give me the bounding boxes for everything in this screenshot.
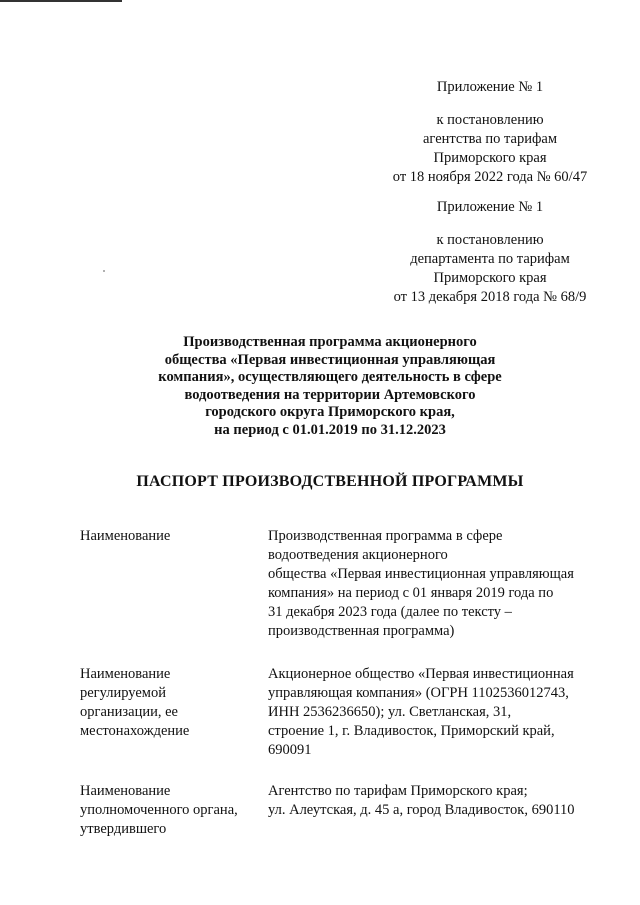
appendix-line: от 13 декабря 2018 года № 68/9 xyxy=(393,289,587,305)
row-value xyxy=(268,782,608,820)
scan-speck xyxy=(103,270,105,272)
value-line: 690091 xyxy=(268,742,312,758)
scan-edge-mark xyxy=(0,0,122,2)
value-line: ул. Алеутская, д. 45 а, город Владивосток, 690110 xyxy=(268,802,575,818)
row-label xyxy=(80,665,260,741)
label-line: уполномоченного органа, xyxy=(80,802,238,818)
value-line: производственная программа) xyxy=(268,623,455,639)
appendix-title: Приложение № 1 xyxy=(436,79,544,95)
document-title-line: водоотведения на территории Артемовского xyxy=(184,386,476,403)
label-line: Наименование xyxy=(80,528,171,544)
value-line: Акционерное общество «Первая инвестиционная xyxy=(268,666,574,682)
value-line: строение 1, г. Владивосток, Приморский край, xyxy=(268,723,555,739)
document-title-line: компания», осуществляющего деятельность в сфере xyxy=(158,369,502,385)
appendix-line: агентства по тарифам xyxy=(423,131,557,147)
value-line: 31 декабря 2023 года (далее по тексту – xyxy=(268,604,512,620)
appendix-title: Приложение № 1 xyxy=(436,199,544,215)
appendix-current xyxy=(375,78,605,187)
document-title xyxy=(110,334,550,439)
value-line: ИНН 2536236650); ул. Светланская, 31, xyxy=(268,704,512,720)
row-label xyxy=(80,527,260,546)
appendix-previous xyxy=(375,198,605,307)
appendix-line: департамента по тарифам xyxy=(410,251,570,267)
passport-heading: ПАСПОРТ ПРОИЗВОДСТВЕННОЙ ПРОГРАММЫ xyxy=(136,473,524,490)
label-line: регулируемой xyxy=(80,685,166,701)
label-line: Наименование xyxy=(80,666,171,682)
document-title-line: на период с 01.01.2019 по 31.12.2023 xyxy=(214,421,446,438)
label-line: утвердившего xyxy=(80,821,167,837)
value-line: водоотведения акционерного xyxy=(268,547,448,563)
value-line: общества «Первая инвестиционная управляющая xyxy=(268,566,574,582)
document-title-line: общества «Первая инвестиционная управляющая xyxy=(164,351,496,368)
document-title-line: Производственная программа акционерного xyxy=(183,334,477,350)
appendix-line: Приморского края xyxy=(433,150,547,166)
row-value xyxy=(268,665,608,760)
row-label xyxy=(80,782,260,839)
appendix-line: к постановлению xyxy=(436,232,544,248)
value-line: компания» на период с 01 января 2019 года по xyxy=(268,585,554,601)
value-line: управляющая компания» (ОГРН 1102536012743, xyxy=(268,685,569,701)
appendix-line: Приморского края xyxy=(433,270,547,286)
label-line: организации, ее xyxy=(80,704,178,720)
value-line: Агентство по тарифам Приморского края; xyxy=(268,783,528,799)
label-line: местонахождение xyxy=(80,723,190,739)
document-title-line: городского округа Приморского края, xyxy=(205,404,455,420)
appendix-line: к постановлению xyxy=(436,112,544,128)
value-line: Производственная программа в сфере xyxy=(268,528,503,544)
row-value xyxy=(268,527,608,641)
label-line: Наименование xyxy=(80,783,171,799)
appendix-line: от 18 ноября 2022 года № 60/47 xyxy=(392,169,588,185)
